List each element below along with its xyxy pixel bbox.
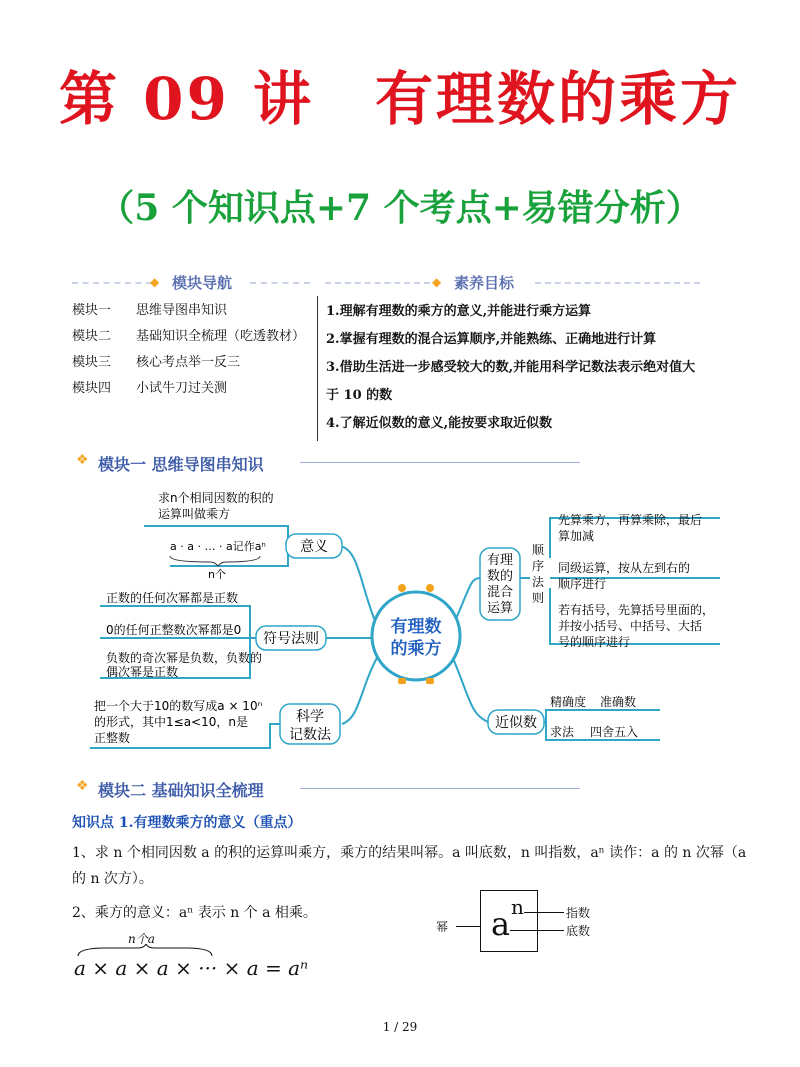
- goal-item: 3.借助生活进一步感受较大的数,并能用科学记数法表示绝对值大: [326, 360, 696, 375]
- svg-text:求法: 求法: [550, 725, 575, 739]
- svg-text:0的任何正整数次幂都是0: 0的任何正整数次幂都是0: [106, 623, 242, 637]
- svg-text:负数的奇次幂是负数，负数的: 负数的奇次幂是负数，负数的: [106, 651, 263, 665]
- diamond-icon: ◆: [150, 275, 160, 289]
- kp1-paragraph: 1、求 n 个相同因数 a 的积的运算叫乘方，乘方的结果叫幂。a 叫底数，n 叫指数，aⁿ 读作：a 的 n 次幂（a 的 n 次方）。: [72, 845, 747, 887]
- goal-item: 于 10 的数: [326, 388, 393, 403]
- module1-title: 模块一 思维导图串知识: [98, 455, 264, 474]
- nav-item[interactable]: 模块四 小试牛刀过关测: [72, 381, 228, 396]
- branch-approx: 近似数: [495, 715, 537, 731]
- goal-item: 4.了解近似数的意义,能按要求取近似数: [326, 416, 553, 431]
- svg-text:把一个大于10的数写成a × 10ⁿ: 把一个大于10的数写成a × 10ⁿ: [94, 699, 263, 713]
- double-diamond-icon: ❖: [76, 452, 89, 468]
- page-number: 1 / 29: [382, 1020, 418, 1034]
- svg-text:求n个相同因数的积的: 求n个相同因数的积的: [158, 491, 274, 505]
- svg-text:科学: 科学: [296, 709, 324, 725]
- module2-title: 模块二 基础知识全梳理: [98, 781, 264, 800]
- goals-heading: 素养目标: [454, 274, 515, 292]
- svg-text:算加减: 算加减: [558, 529, 595, 543]
- page-title: 第 09 讲 有理数的乘方: [58, 65, 742, 133]
- svg-text:n个: n个: [208, 568, 226, 581]
- nav-item[interactable]: 模块一 思维导图串知识: [72, 303, 228, 318]
- goal-item: 1.理解有理数的乘方的意义,并能进行乘方运算: [326, 304, 592, 319]
- svg-text:a · a · … · a记作aⁿ: a · a · … · a记作aⁿ: [170, 540, 266, 553]
- module-nav: [72, 298, 312, 402]
- svg-text:运算: 运算: [486, 601, 514, 616]
- svg-text:号的顺序进行: 号的顺序进行: [558, 635, 631, 649]
- svg-text:法: 法: [531, 575, 545, 589]
- svg-text:运算叫做乘方: 运算叫做乘方: [158, 507, 231, 521]
- label-base: 底数: [566, 924, 591, 938]
- page-subtitle: （5 个知识点+7 个考点+易错分析）: [98, 187, 702, 229]
- label-exponent: 指数: [566, 906, 591, 920]
- svg-text:序: 序: [531, 559, 545, 573]
- goals-list: [326, 298, 746, 438]
- svg-text:若有括号，先算括号里面的，: 若有括号，先算括号里面的，: [558, 603, 715, 617]
- svg-text:则: 则: [531, 591, 545, 605]
- svg-text:四舍五入: 四舍五入: [590, 725, 639, 739]
- branch-meaning: 意义: [300, 539, 328, 555]
- divider: [317, 296, 318, 441]
- svg-text:同级运算，按从左到右的: 同级运算，按从左到右的: [558, 561, 691, 575]
- svg-text:顺: 顺: [531, 543, 545, 557]
- nav-item[interactable]: 模块二 基础知识全梳理（吃透教材）: [72, 329, 306, 344]
- svg-text:正数的任何次幂都是正数: 正数的任何次幂都是正数: [106, 591, 239, 605]
- center-line-1: 有理数: [390, 617, 442, 637]
- svg-text:数的: 数的: [486, 569, 514, 584]
- nav-item[interactable]: 模块三 核心考点举一反三: [72, 355, 241, 370]
- svg-text:偶次幂是正数: 偶次幂是正数: [106, 665, 179, 679]
- power-box: a n: [480, 890, 538, 952]
- center-line-2: 的乘方: [390, 639, 442, 659]
- svg-text:顺序进行: 顺序进行: [558, 577, 607, 591]
- branch-sign: 符号法则: [263, 631, 319, 647]
- brace-label: n个a: [128, 932, 155, 946]
- svg-text:有理: 有理: [486, 553, 514, 568]
- goal-item: 2.掌握有理数的混合运算顺序,并能熟练、正确地进行计算: [326, 332, 657, 347]
- svg-text:记数法: 记数法: [289, 727, 331, 743]
- power-equation: a × a × a × ··· × a = aⁿ: [74, 956, 309, 980]
- kp1-meaning: 2、乘方的意义：aⁿ 表示 n 个 a 相乘。: [72, 905, 317, 921]
- diamond-icon: ◆: [432, 275, 442, 289]
- svg-text:的形式，其中1≤a<10，n是: 的形式，其中1≤a<10，n是: [94, 715, 248, 729]
- svg-text:先算乘方，再算乘除，最后: 先算乘方，再算乘除，最后: [558, 513, 703, 527]
- kp1-title: 知识点 1.有理数乘方的意义（重点）: [72, 815, 302, 831]
- label-power: 幂: [436, 920, 449, 934]
- mind-map: [60, 478, 740, 758]
- svg-text:正整数: 正整数: [94, 731, 131, 745]
- nav-heading: 模块导航: [172, 274, 233, 292]
- double-diamond-icon: ❖: [76, 778, 89, 794]
- svg-text:并按小括号、中括号、大括: 并按小括号、中括号、大括: [558, 619, 703, 633]
- svg-text:混合: 混合: [486, 585, 514, 600]
- svg-text:精确度: 精确度: [550, 695, 587, 709]
- svg-text:准确数: 准确数: [600, 695, 637, 709]
